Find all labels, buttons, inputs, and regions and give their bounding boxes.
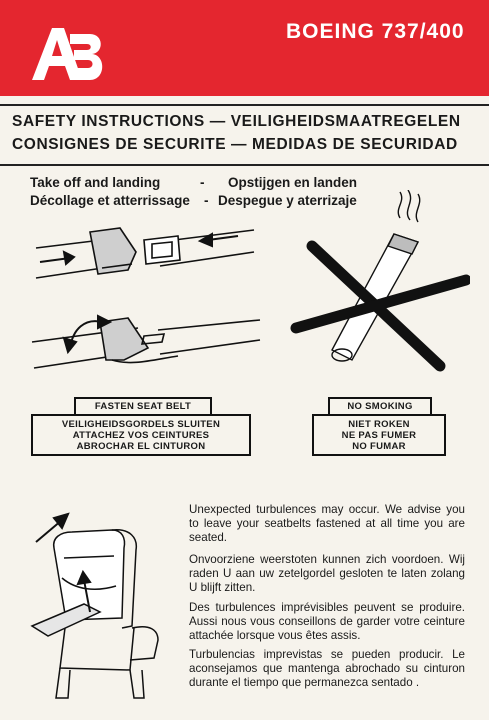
takeoff-fr: Décollage et atterrissage xyxy=(30,193,190,208)
fasten-seat-belt-label: FASTEN SEAT BELT xyxy=(94,401,192,412)
turbulence-en: Unexpected turbulences may occur. We advise you to leave your seatbelts fastened at all time you are seated. xyxy=(189,503,465,544)
takeoff-sep-1: - xyxy=(200,175,205,190)
smoking-line-fr: NE PAS FUMER xyxy=(341,430,417,441)
smoking-line-nl: NIET ROKEN xyxy=(348,419,410,430)
turbulence-es: Turbulencias imprevistas se pueden producir. Le aconsejamos que mantenga abrochado su cinturon durante el tiempo que permanezca sentado . xyxy=(189,648,465,689)
no-smoking-label: NO SMOKING xyxy=(347,401,413,412)
header-banner xyxy=(0,0,489,96)
smoking-translations xyxy=(312,414,446,456)
takeoff-sep-2: - xyxy=(204,193,209,208)
seatbelt-line-es: ABROCHAR EL CINTURON xyxy=(76,441,206,452)
title-line-1: SAFETY INSTRUCTIONS — VEILIGHEIDSMAATREGELEN xyxy=(12,113,461,130)
no-smoking-illustration xyxy=(290,190,470,380)
seatbelt-line-fr: ATTACHEZ VOS CEINTURES xyxy=(72,430,210,441)
title-line-2: CONSIGNES DE SECURITE — MEDIDAS DE SECURIDAD xyxy=(12,136,458,153)
seatbelt-translations xyxy=(31,414,251,456)
divider-bottom xyxy=(0,164,489,166)
takeoff-nl: Opstijgen en landen xyxy=(228,175,358,190)
smoking-line-es: NO FUMAR xyxy=(352,441,406,452)
seatbelt-line-nl: VEILIGHEIDSGORDELS SLUITEN xyxy=(61,419,221,430)
turbulence-fr: Des turbulences imprévisibles peuvent se produire. Aussi nous vous conseillons de garder votre ceinture attachée lorsque vous êtes assis. xyxy=(189,601,465,642)
turbulence-nl: Onvoorziene weerstoten kunnen zich voordoen. Wij raden U aan uw zetelgordel gesloten te laten zolang U blijft zitten. xyxy=(189,553,465,594)
airline-logo xyxy=(30,26,108,82)
takeoff-en: Take off and landing xyxy=(30,175,161,190)
seatbelt-illustration xyxy=(28,210,268,380)
divider-top xyxy=(0,104,489,106)
aircraft-model: BOEING 737/400 xyxy=(286,20,465,43)
seat-illustration xyxy=(26,508,172,708)
takeoff-es: Despegue y aterrizaje xyxy=(218,193,357,208)
